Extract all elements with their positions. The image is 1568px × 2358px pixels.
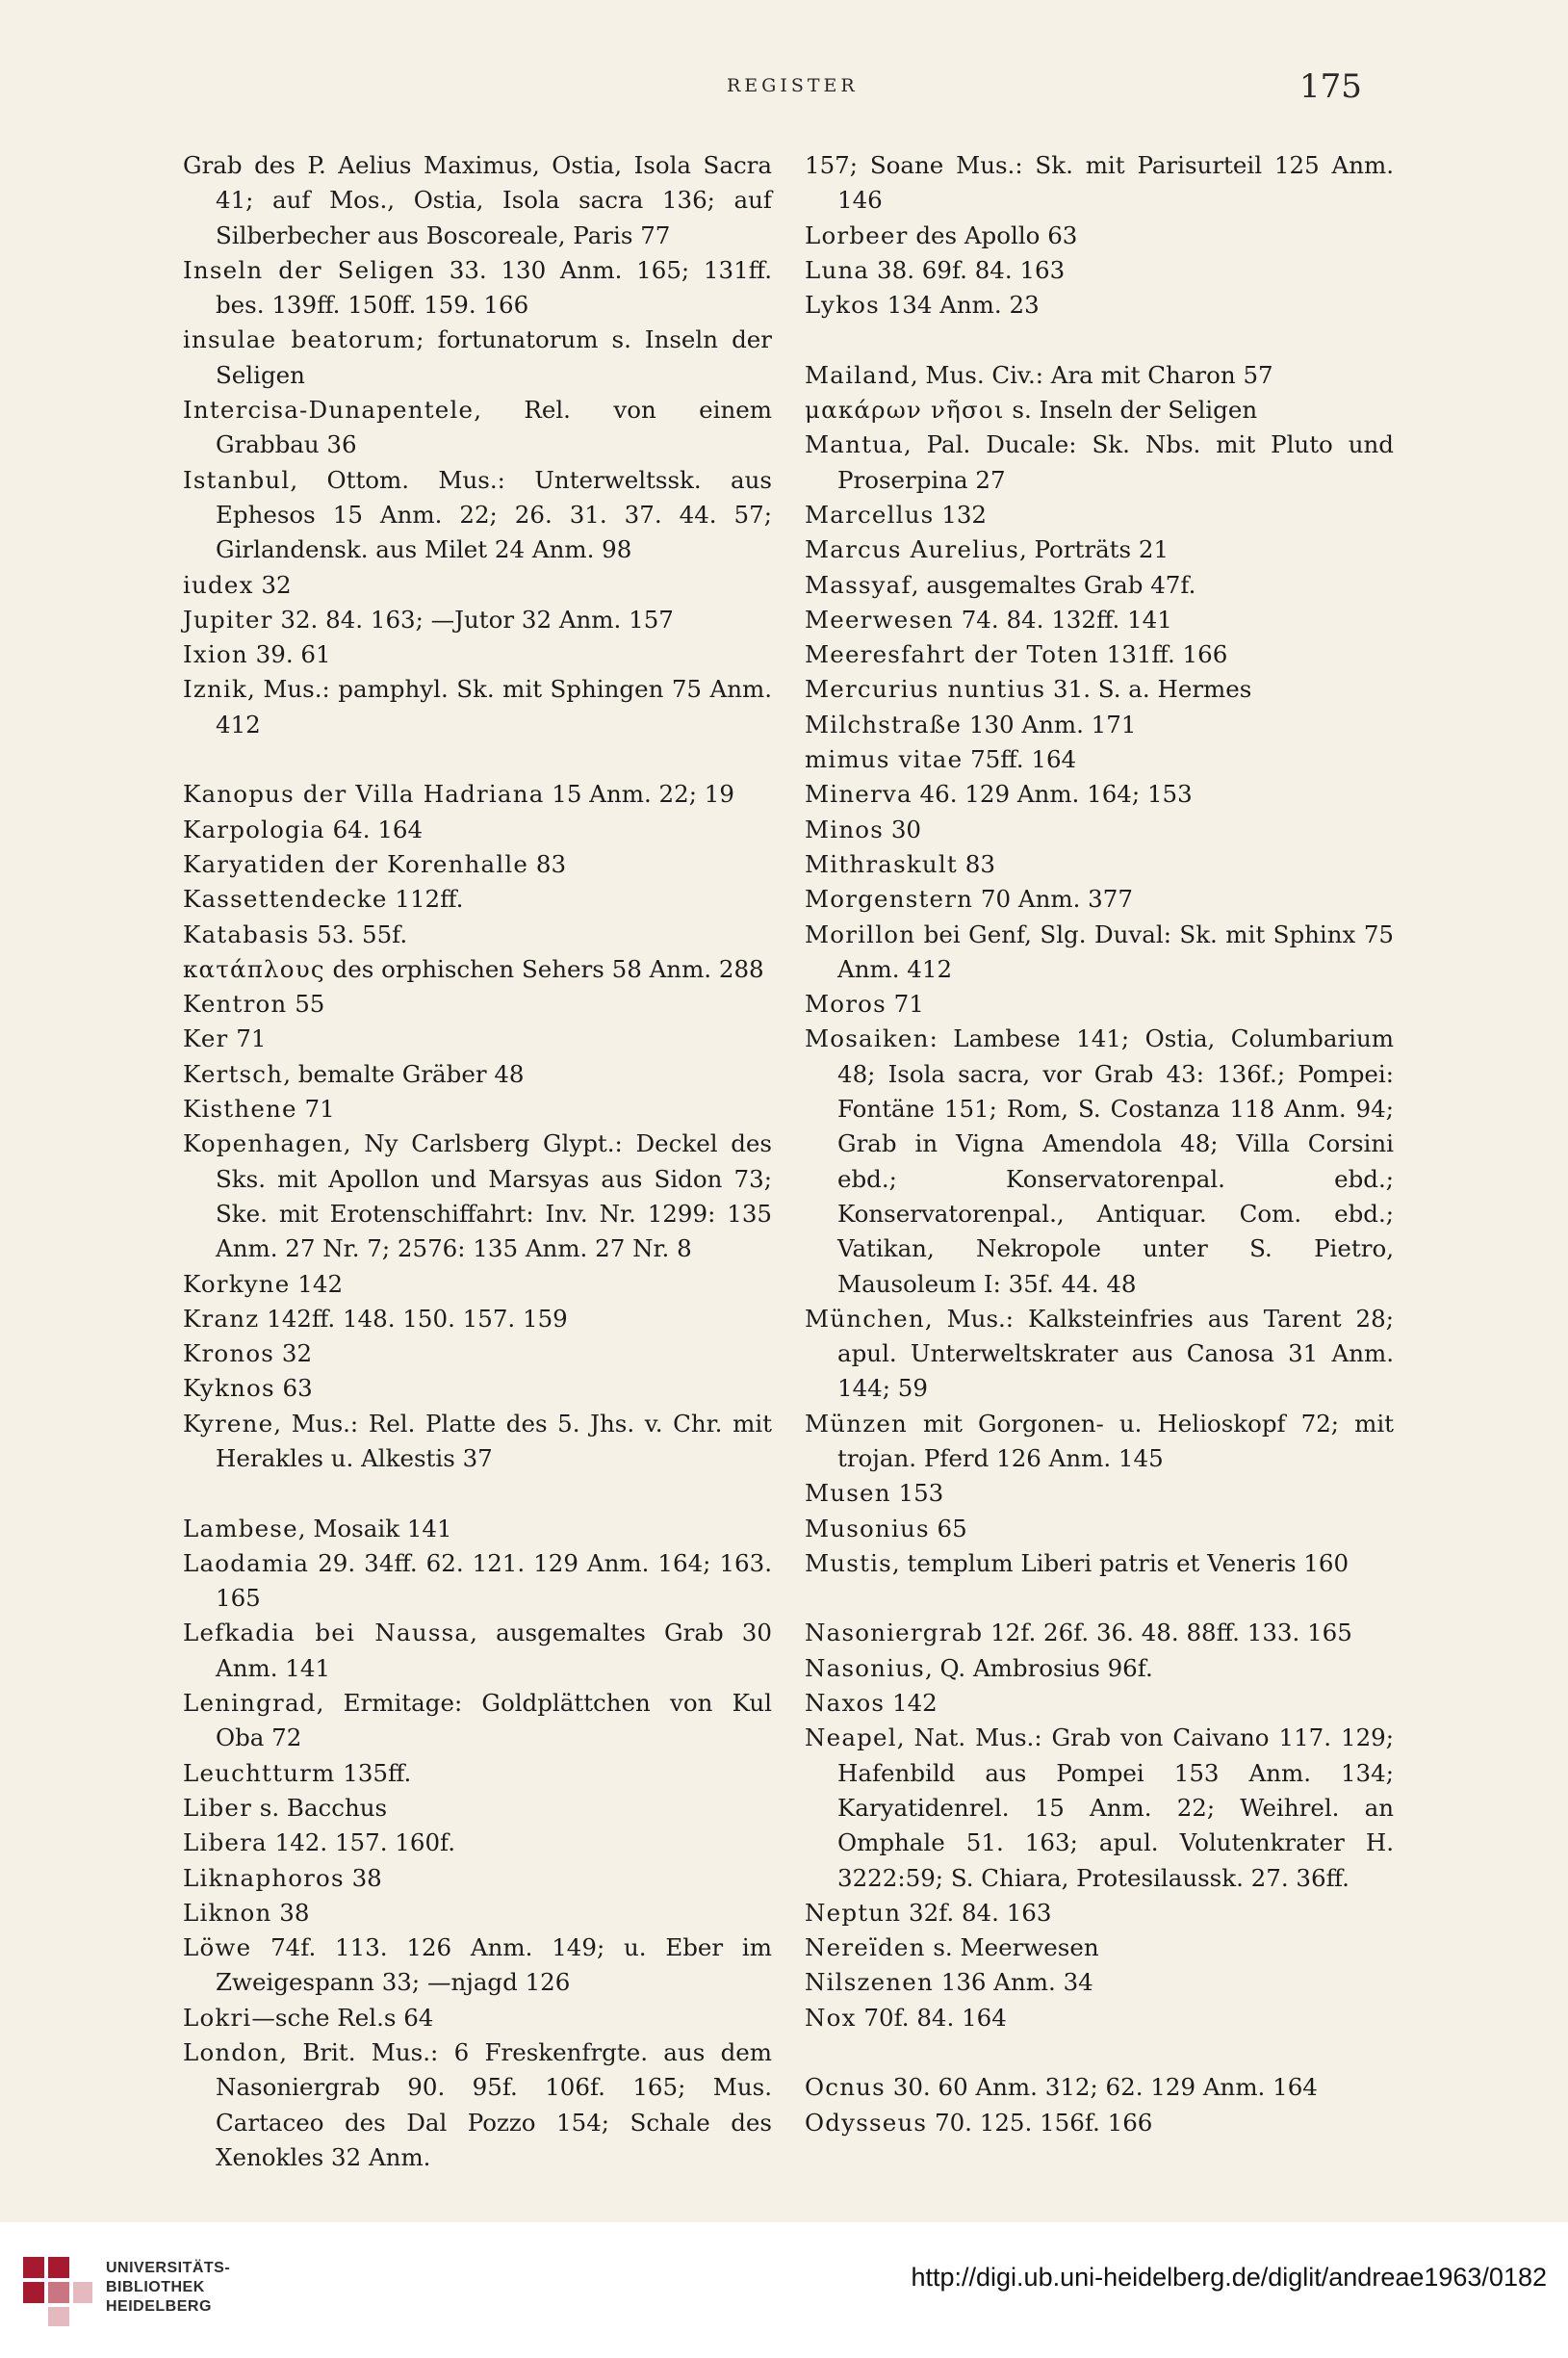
index-headword: Kopenhagen	[183, 1129, 344, 1158]
index-headword: Mailand	[805, 360, 911, 389]
index-references: 32f. 84. 163	[901, 1898, 1052, 1927]
index-entry	[183, 1092, 772, 1127]
index-references: 31. S. a. Hermes	[1045, 675, 1252, 704]
index-headword: Minerva	[805, 780, 913, 809]
index-references: , Q. Ambrosius 96f.	[924, 1653, 1153, 1682]
index-headword: Morgenstern	[805, 885, 974, 914]
index-headword: Laodamia	[183, 1548, 310, 1577]
index-headword: Musonius	[805, 1514, 930, 1542]
index-references: , Brit. Mus.: 6 Freskenfrgte. aus dem Nasoniergrab 90. 95f. 106f. 165; Mus. Cartaceo des Dal Pozzo 154; Schale des Xenokles 32 Anm.	[216, 2038, 772, 2171]
index-headword: Morillon	[805, 920, 916, 948]
index-references: 70f. 84. 164	[856, 2003, 1007, 2032]
index-headword: Moros	[805, 990, 887, 1019]
index-headword: insulae beatorum	[183, 325, 417, 354]
index-headword: München	[805, 1304, 925, 1333]
index-references: , ausgemaltes Grab 30 Anm. 141	[216, 1619, 772, 1682]
running-head: REGISTER	[727, 75, 859, 96]
index-headword: Milchstraße	[805, 710, 963, 738]
university-library-logo-icon	[19, 2253, 96, 2330]
index-entry	[183, 952, 772, 987]
index-entry	[805, 918, 1394, 988]
index-entry	[805, 219, 1394, 253]
index-entry	[805, 498, 1394, 532]
index-entry	[183, 2001, 772, 2035]
index-headword: Meerwesen	[805, 605, 954, 634]
index-entry	[183, 918, 772, 952]
index-references: 142. 157. 160f.	[267, 1828, 456, 1857]
index-headword: Meeresfahrt der Toten	[805, 640, 1099, 669]
index-entry	[183, 568, 772, 603]
index-entry	[805, 813, 1394, 847]
index-entry	[805, 2106, 1394, 2140]
index-headword: Musen	[805, 1479, 891, 1508]
index-references: , Mus.: pamphyl. Sk. mit Sphingen 75 Anm. 412	[216, 675, 772, 738]
index-references: , Mus.: Kalksteinfries aus Tarent 28; apul. Unterweltskrater aus Canosa 31 Anm. 144; 59	[837, 1304, 1394, 1403]
index-entry	[183, 1861, 772, 1896]
index-entry	[183, 672, 772, 742]
index-entry	[805, 358, 1394, 393]
index-references: bei Genf, Slg. Duval: Sk. mit Sphinx 75 Anm. 412	[837, 920, 1394, 983]
index-entry	[183, 603, 772, 637]
index-references: 112ff.	[387, 885, 464, 914]
index-entry	[805, 1965, 1394, 2000]
index-headword: Marcellus	[805, 500, 935, 529]
index-headword: Leningrad	[183, 1689, 317, 1718]
index-entry	[805, 1896, 1394, 1930]
index-references: 70 Anm. 377	[973, 885, 1133, 914]
index-entry	[183, 1267, 772, 1302]
index-headword: Istanbul	[183, 465, 291, 494]
index-headword: Neapel	[805, 1723, 897, 1752]
index-references: , Ny Carlsberg Glypt.: Deckel des Sks. mit Apollon und Marsyas aus Sidon 73; Ske. mit Erotenschiffahrt: Inv. Nr. 1299: 135 Anm. 27 Nr. 7; 2576: 135 Anm. 27 Nr. 8	[216, 1129, 772, 1263]
index-references: 74f. 113. 126 Anm. 149; u. Eber im Zweigespann 33; —njagd 126	[216, 1933, 772, 1997]
index-entry	[805, 987, 1394, 1022]
index-references: s. Bacchus	[252, 1793, 388, 1822]
index-headword: Liknon	[183, 1898, 272, 1927]
index-references: , Ottom. Mus.: Unterweltssk. aus Ephesos 15 Anm. 22; 26. 31. 37. 44. 57; Girlandensk. aus Milet 24 Anm. 98	[216, 465, 772, 564]
index-headword: Ocnus	[805, 2073, 886, 2102]
index-headword: Kentron	[183, 990, 288, 1019]
index-references: 71	[296, 1095, 335, 1124]
index-references: , templum Liberi patris et Veneris 160	[891, 1548, 1350, 1577]
index-entry	[183, 1057, 772, 1092]
index-entry	[805, 637, 1394, 672]
index-headword: Inseln der Seligen	[183, 255, 436, 284]
index-entry	[183, 847, 772, 882]
index-references: 71	[228, 1024, 267, 1053]
index-references: , Mus. Civ.: Ara mit Charon 57	[910, 360, 1273, 389]
index-headword: Neptun	[805, 1898, 902, 1927]
index-entry	[805, 1930, 1394, 1965]
index-references: —sche Rel.s 64	[251, 2003, 434, 2032]
index-entry	[805, 148, 1394, 219]
index-headword: Nereïden	[805, 1933, 926, 1962]
index-headword: Lefkadia bei Naussa	[183, 1619, 471, 1647]
index-references: des Apollo 63	[908, 220, 1078, 249]
index-entry	[183, 148, 772, 253]
index-references: , bemalte Gräber 48	[283, 1059, 525, 1088]
index-headword: Ixion	[183, 640, 248, 669]
index-entry	[805, 882, 1394, 917]
index-headword: Lorbeer	[805, 220, 909, 249]
index-headword: Odysseus	[805, 2108, 928, 2137]
index-entry	[805, 1512, 1394, 1546]
index-headword: Mithraskult	[805, 849, 958, 878]
index-references: 30. 60 Anm. 312; 62. 129 Anm. 164	[885, 2073, 1318, 2102]
page-number: 175	[1299, 67, 1362, 106]
index-headword: Kertsch	[183, 1059, 284, 1088]
index-column-left	[183, 148, 772, 2175]
index-entry	[805, 1721, 1394, 1895]
index-headword: Minos	[805, 815, 885, 843]
index-entry	[183, 1826, 772, 1860]
index-references: 65	[929, 1514, 967, 1542]
index-references: 12f. 26f. 36. 48. 88ff. 133. 165	[983, 1619, 1352, 1647]
index-references: 63	[274, 1374, 313, 1403]
index-references: , Nat. Mus.: Grab von Caivano 117. 129; Hafenbild aus Pompei 153 Anm. 134; Karyatidenrel. 15 Anm. 22; Weihrel. an Omphale 51. 163; apul. Volutenkrater H. 3222:59; S. Chiara, Protesilaussk. 27. 36ff.	[837, 1723, 1394, 1892]
index-headword: Mercurius nuntius	[805, 675, 1046, 704]
index-headword: Libera	[183, 1828, 268, 1857]
index-headword: London	[183, 2038, 280, 2067]
index-entry	[183, 882, 772, 917]
index-headword: Nox	[805, 2003, 857, 2032]
index-entry	[183, 987, 772, 1022]
index-references: , Mus.: Rel. Platte des 5. Jhs. v. Chr. mit Herakles u. Alkestis 37	[216, 1409, 772, 1472]
index-headword: Kyknos	[183, 1374, 275, 1403]
index-entry	[805, 742, 1394, 777]
index-headword: Mosaiken	[805, 1024, 930, 1053]
index-references: 32	[253, 570, 292, 599]
index-references: , ausgemaltes Grab 47f.	[911, 570, 1196, 599]
index-entry	[183, 813, 772, 847]
index-references: 71	[886, 990, 924, 1019]
index-references: 38. 69f. 84. 163	[869, 255, 1066, 284]
index-references: , Mosaik 141	[297, 1514, 452, 1542]
index-references: 38	[344, 1863, 382, 1892]
index-headword: Nasoniergrab	[805, 1619, 984, 1647]
index-references: 74. 84. 132ff. 141	[953, 605, 1172, 634]
index-headword: Iznik	[183, 675, 248, 704]
index-headword: Luna	[805, 255, 870, 284]
index-entry	[805, 1686, 1394, 1721]
index-headword: Nasonius	[805, 1653, 925, 1682]
library-footer	[0, 2222, 1568, 2358]
index-references: , Rel. von einem Grabbau 36	[216, 396, 772, 459]
index-references: Grab des P. Aelius Maximus, Ostia, Isola Sacra 41; auf Mos., Ostia, Isola sacra 136; auf Silberbecher aus Boscoreale, Paris 77	[183, 151, 772, 249]
index-entry	[183, 1686, 772, 1756]
index-entry	[183, 1756, 772, 1791]
index-entry	[183, 2035, 772, 2175]
index-entry	[805, 568, 1394, 603]
index-references: 130 Anm. 171	[962, 710, 1137, 738]
index-headword: Kanopus der Villa Hadriana	[183, 780, 545, 809]
index-references: 157; Soane Mus.: Sk. mit Parisurteil 125 Anm. 146	[805, 151, 1394, 215]
index-headword: Nilszenen	[805, 1968, 934, 1997]
index-references: s. Inseln der Seligen	[1004, 396, 1258, 425]
index-headword: Leuchtturm	[183, 1758, 336, 1787]
index-references: 83	[528, 849, 567, 878]
index-entry	[183, 393, 772, 463]
index-headword: Naxos	[805, 1689, 886, 1718]
index-entry	[805, 672, 1394, 707]
index-references: 15 Anm. 22; 19	[544, 780, 734, 809]
library-name-line: UNIVERSITÄTS-	[106, 2260, 231, 2276]
index-entry	[183, 1930, 772, 2001]
index-references: 83	[957, 849, 995, 878]
library-name-line: HEIDELBERG	[106, 2298, 212, 2315]
index-headword: iudex	[183, 570, 254, 599]
index-entry	[183, 463, 772, 568]
index-references: 70. 125. 156f. 166	[927, 2108, 1153, 2137]
index-references: 142	[885, 1689, 938, 1718]
index-references: 132	[934, 500, 988, 529]
index-entry	[805, 847, 1394, 882]
index-references: 64. 164	[324, 815, 424, 843]
index-references: , Porträts 21	[1018, 535, 1170, 564]
index-entry	[805, 1546, 1394, 1581]
index-entry	[183, 637, 772, 672]
index-entry	[805, 2001, 1394, 2035]
index-headword: Mantua	[805, 430, 904, 459]
index-entry	[805, 1616, 1394, 1650]
index-references: 32. 84. 163; —Jutor 32 Anm. 157	[272, 605, 674, 634]
index-headword: Katabasis	[183, 920, 310, 948]
index-headword: Löwe	[183, 1933, 252, 1962]
index-headword: Karpologia	[183, 815, 325, 843]
index-entry	[805, 708, 1394, 742]
index-references: 32	[274, 1339, 313, 1368]
index-headword: Kyrene	[183, 1409, 274, 1438]
index-headword: κατάπλους	[183, 954, 325, 983]
index-entry	[805, 1651, 1394, 1686]
index-headword: Karyatiden der Korenhalle	[183, 849, 529, 878]
index-references: des orphischen Sehers 58 Anm. 288	[324, 954, 764, 983]
index-entry	[805, 393, 1394, 428]
index-references: 33. 130 Anm. 165; 131ff. bes. 139ff. 150ff. 159. 166	[216, 255, 772, 320]
index-headword: Jupiter	[183, 605, 273, 634]
index-headword: Ker	[183, 1024, 229, 1053]
index-headword: Kisthene	[183, 1095, 297, 1124]
index-references: 29. 34ff. 62. 121. 129 Anm. 164; 163. 165	[216, 1548, 772, 1613]
index-references: 153	[890, 1479, 944, 1508]
index-references: 135ff.	[335, 1758, 412, 1787]
index-entry	[183, 1336, 772, 1371]
library-name-line: BIBLIOTHEK	[106, 2279, 205, 2295]
index-references: 30	[884, 815, 921, 843]
index-headword: Kronos	[183, 1339, 275, 1368]
library-name	[106, 2259, 230, 2317]
index-headword: Marcus Aurelius	[805, 535, 1019, 564]
index-entry	[183, 1791, 772, 1826]
index-headword: Lykos	[805, 291, 880, 320]
index-entry	[805, 288, 1394, 323]
index-headword: Korkyne	[183, 1269, 291, 1298]
index-references: 38	[271, 1898, 310, 1927]
index-headword: Münzen	[805, 1409, 909, 1438]
index-entry	[805, 2070, 1394, 2105]
index-references: : Lambese 141; Ostia, Columbarium 48; Isola sacra, vor Grab 43: 136f.; Pompei: Fontäne 151; Rom, S. Costanza 118 Anm. 94; Grab in Vigna Amendola 48; Villa Corsini ebd.; Konservatorenpal. ebd.; Konservatorenpal., Antiquar. Com. ebd.; Vatikan, Nekropole unter S. Pietro, Mausoleum I: 35f. 44. 48	[837, 1024, 1394, 1298]
permalink-url[interactable]: http://digi.ub.uni-heidelberg.de/diglit/andreae1963/0182	[911, 2263, 1547, 2292]
index-references: 53. 55f.	[309, 920, 408, 948]
index-references: 75ff. 164	[963, 745, 1077, 774]
index-entry	[805, 532, 1394, 567]
index-headword: Lokri	[183, 2003, 252, 2032]
index-entry	[805, 1476, 1394, 1511]
index-references: , Pal. Ducale: Sk. Nbs. mit Pluto und Proserpina 27	[837, 430, 1394, 494]
index-references: 142	[290, 1269, 344, 1298]
index-headword: Liber	[183, 1793, 252, 1822]
index-headword: Intercisa-Dunapentele	[183, 396, 475, 425]
index-entry	[183, 323, 772, 393]
index-references: ; fortunatorum s. Inseln der Seligen	[216, 325, 772, 389]
index-entry	[805, 1407, 1394, 1477]
index-entry	[805, 603, 1394, 637]
index-references: mit Gorgonen- u. Helioskopf 72; mit trojan. Pferd 126 Anm. 145	[837, 1409, 1394, 1472]
index-references: 39. 61	[247, 640, 331, 669]
index-entry	[805, 253, 1394, 288]
index-entry	[183, 253, 772, 324]
index-entry	[183, 1896, 772, 1930]
index-headword: Lambese	[183, 1514, 298, 1542]
index-references: s. Meerwesen	[925, 1933, 1099, 1962]
index-entry	[183, 1512, 772, 1546]
index-headword: Mustis	[805, 1548, 892, 1577]
index-entry	[183, 1616, 772, 1686]
index-headword: Liknaphoros	[183, 1863, 345, 1892]
index-headword: Kassettendecke	[183, 885, 388, 914]
index-references: 131ff. 166	[1098, 640, 1228, 669]
index-entry	[183, 1371, 772, 1406]
index-references: , Ermitage: Goldplättchen von Kul Oba 72	[216, 1689, 772, 1752]
index-references: 136 Anm. 34	[933, 1968, 1093, 1997]
index-entry	[183, 1302, 772, 1336]
index-headword: Kranz	[183, 1304, 260, 1333]
index-entry	[805, 777, 1394, 812]
index-headword: Massyaf	[805, 570, 912, 599]
index-references: 142ff. 148. 150. 157. 159	[259, 1304, 568, 1333]
index-references: 46. 129 Anm. 164; 153	[912, 780, 1193, 809]
index-entry	[183, 1127, 772, 1266]
index-headword: μακάρων νῆσοι	[805, 396, 1005, 425]
index-entry	[183, 777, 772, 812]
index-headword: mimus vitae	[805, 745, 964, 774]
index-entry	[183, 1546, 772, 1617]
index-entry	[805, 1302, 1394, 1407]
index-references: 134 Anm. 23	[879, 291, 1040, 320]
index-column-right	[805, 148, 1394, 2140]
index-references: 55	[287, 990, 325, 1019]
index-entry	[183, 1407, 772, 1477]
index-entry	[183, 1022, 772, 1056]
index-entry	[805, 428, 1394, 498]
index-entry	[805, 1022, 1394, 1301]
